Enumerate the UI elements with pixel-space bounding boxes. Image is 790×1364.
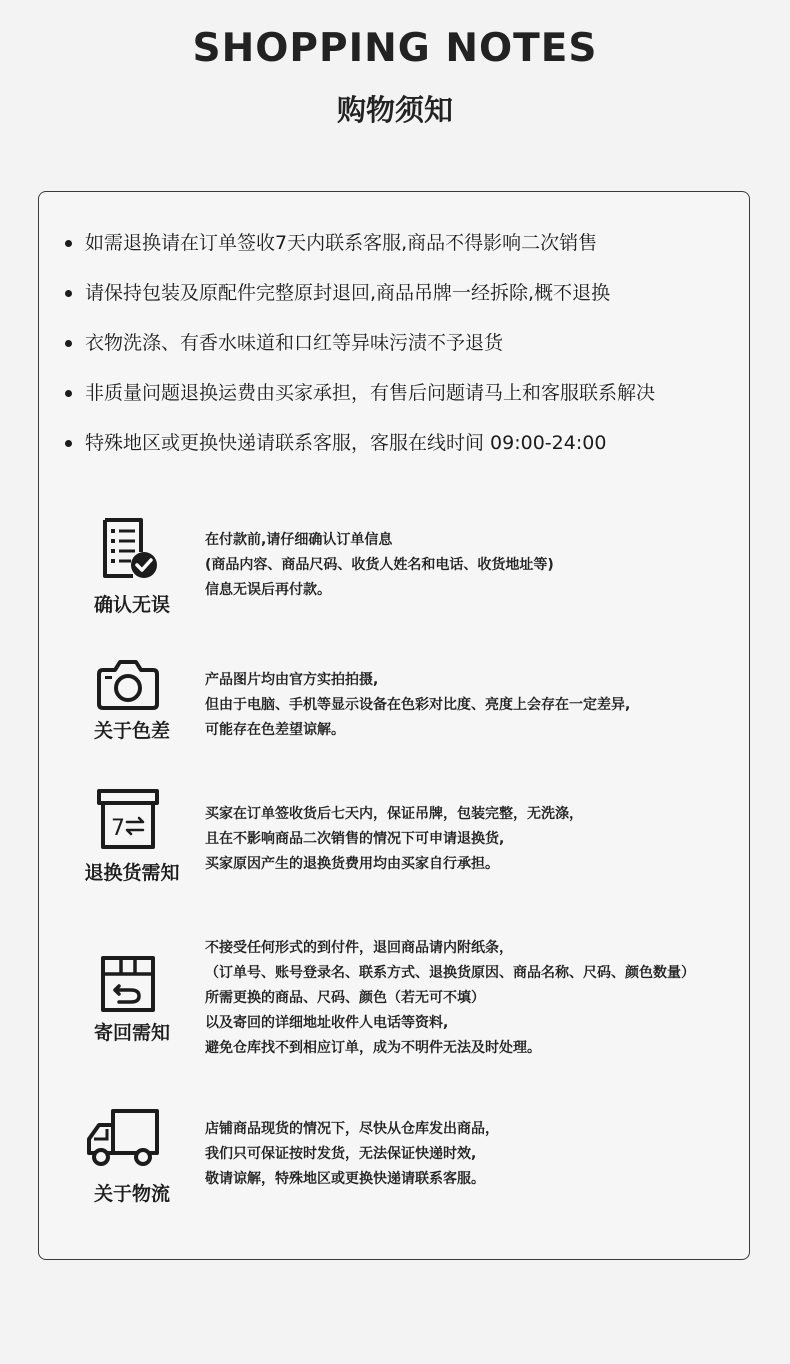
text-line: 避免仓库找不到相应订单，成为不明件无法及时处理。 <box>205 1040 541 1056</box>
camera-icon <box>97 654 159 716</box>
note-item <box>65 418 655 468</box>
bullet-icon <box>65 290 72 297</box>
section-label: 退换货需知 <box>84 862 180 884</box>
checklist-icon <box>97 518 159 580</box>
text-line: 所需更换的商品、尺码、颜色（若无可不填） <box>205 990 485 1006</box>
text-line: 以及寄回的详细地址收件人电话等资料, <box>205 1015 449 1031</box>
text-line: 信息无误后再付款。 <box>205 582 331 598</box>
note-item <box>65 218 655 268</box>
section-label: 关于物流 <box>93 1183 170 1205</box>
text-line: 在付款前,请仔细确认订单信息 <box>205 532 393 548</box>
note-text: 衣物洗涤、有香水味道和口红等异味污渍不予退货 <box>85 332 504 354</box>
notes-list <box>65 218 655 468</box>
text-line: 买家原因产生的退换货费用均由买家自行承担。 <box>205 856 499 872</box>
text-line: 但由于电脑、手机等显示设备在色彩对比度、亮度上会存在一定差异, <box>205 697 631 713</box>
text-line: 可能存在色差望谅解。 <box>205 722 345 738</box>
note-item <box>65 368 655 418</box>
text-line: 产品图片均由官方实拍拍摄, <box>205 672 379 688</box>
note-text: 如需退换请在订单签收7天内联系客服,商品不得影响二次销售 <box>85 232 598 254</box>
text-line: （订单号、账号登录名、联系方式、退换货原因、商品名称、尺码、颜色数量） <box>205 965 695 981</box>
note-item <box>65 268 655 318</box>
text-line: 买家在订单签收货后七天内，保证吊牌，包装完整，无洗涤， <box>205 806 583 822</box>
note-text: 请保持包装及原配件完整原封退回,商品吊牌一经拆除,概不退换 <box>85 282 611 304</box>
section-label: 寄回需知 <box>93 1022 170 1044</box>
section-text <box>205 802 583 877</box>
note-text: 特殊地区或更换快递请联系客服，客服在线时间 09:00-24:00 <box>85 432 607 454</box>
seven-day-return-box-icon <box>97 789 159 851</box>
text-line: 店铺商品现货的情况下，尽快从仓库发出商品， <box>205 1121 499 1137</box>
bullet-icon <box>65 390 72 397</box>
text-line: 敬请谅解，特殊地区或更换快递请联系客服。 <box>205 1171 485 1187</box>
return-package-icon <box>97 952 159 1014</box>
note-text: 非质量问题退换运费由买家承担，有售后问题请马上和客服联系解决 <box>85 382 656 404</box>
section-label: 确认无误 <box>93 594 170 616</box>
text-line: 不接受任何形式的到付件，退回商品请内附纸条， <box>205 940 513 956</box>
page-title-en: SHOPPING NOTES <box>192 26 598 71</box>
text-line: 我们只可保证按时发货，无法保证快递时效, <box>205 1146 477 1162</box>
text-line: (商品内容、商品尺码、收货人姓名和电话、收货地址等) <box>205 557 554 573</box>
text-line: 且在不影响商品二次销售的情况下可申请退换货, <box>205 831 505 847</box>
note-item <box>65 318 655 368</box>
delivery-truck-icon <box>85 1107 161 1169</box>
section-text <box>205 668 630 743</box>
seven-day-text: 7 <box>111 816 125 841</box>
page-title-zh: 购物须知 <box>336 93 453 127</box>
section-text <box>205 1117 499 1192</box>
section-label: 关于色差 <box>93 720 170 742</box>
section-text <box>205 936 695 1061</box>
bullet-icon <box>65 340 72 347</box>
section-text <box>205 528 554 603</box>
bullet-icon <box>65 440 72 447</box>
bullet-icon <box>65 240 72 247</box>
notes-card <box>38 191 750 1260</box>
